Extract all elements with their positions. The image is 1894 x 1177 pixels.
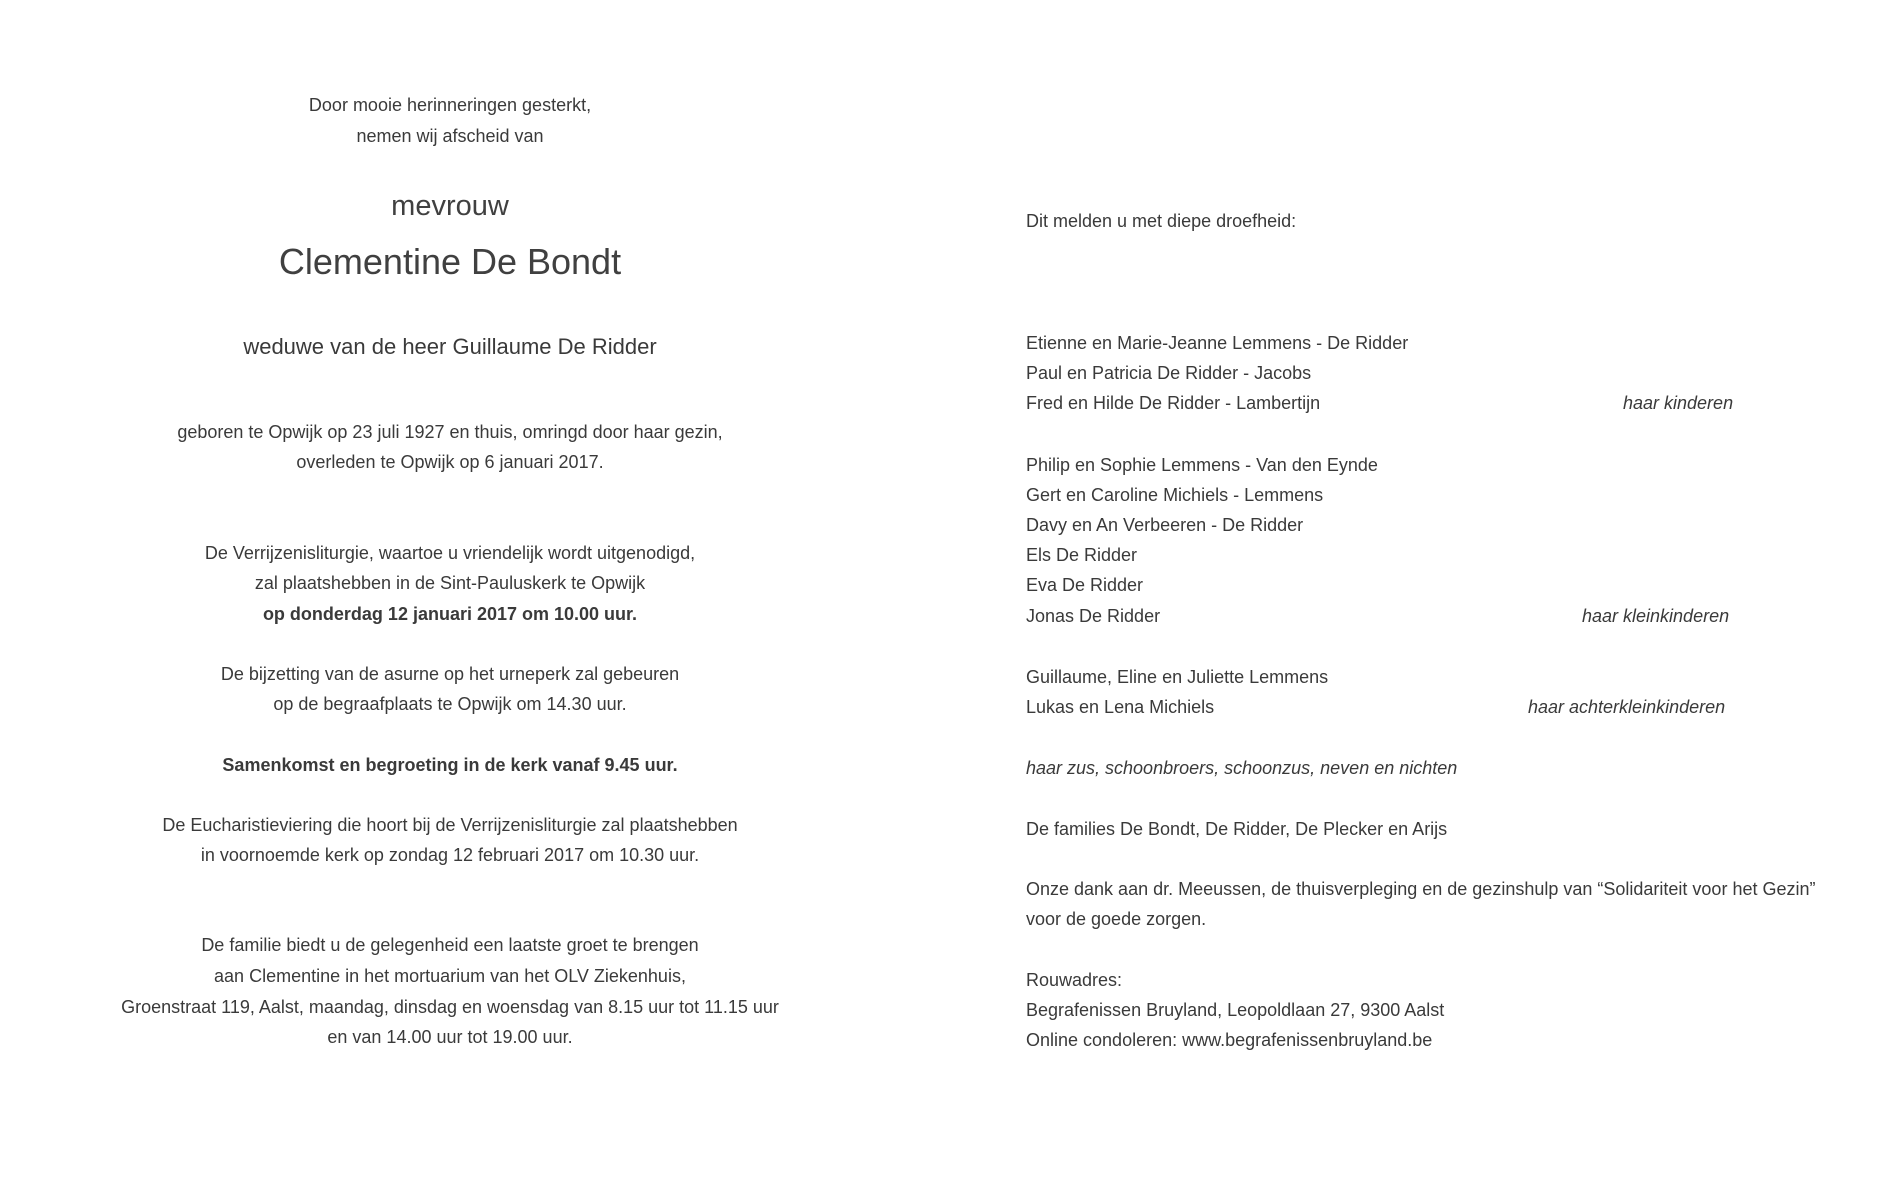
great-grandchildren-label: haar achterkleinkinderen xyxy=(1528,697,1726,717)
grandchild-3: Davy en An Verbeeren - De Ridder xyxy=(1026,515,1304,535)
widow-of: weduwe van de heer Guillaume De Ridder xyxy=(243,334,657,359)
child-1: Etienne en Marie-Jeanne Lemmens - De Ridder xyxy=(1026,333,1409,353)
grandchild-2: Gert en Caroline Michiels - Lemmens xyxy=(1026,485,1324,505)
thanks-line-2: voor de goede zorgen. xyxy=(1026,909,1207,929)
honorific: mevrouw xyxy=(391,190,509,222)
child-2: Paul en Patricia De Ridder - Jacobs xyxy=(1026,363,1312,383)
intro-line-2: nemen wij afscheid van xyxy=(356,126,544,146)
thanks-line-1: Onze dank aan dr. Meeussen, de thuisverpleging en de gezinshulp van “Solidariteit voor het Gezin” xyxy=(1026,879,1816,899)
visitation-line-1: De familie biedt u de gelegenheid een laatste groet te brengen xyxy=(201,935,699,955)
visitation-line-2: aan Clementine in het mortuarium van het OLV Ziekenhuis, xyxy=(214,966,686,986)
deceased-name: Clementine De Bondt xyxy=(278,241,622,282)
grandchild-1: Philip en Sophie Lemmens - Van den Eynde xyxy=(1026,455,1378,475)
grandchild-5: Eva De Ridder xyxy=(1026,575,1144,595)
grandchild-4: Els De Ridder xyxy=(1026,545,1138,565)
liturgy-date: op donderdag 12 januari 2017 om 10.00 uur. xyxy=(262,604,638,624)
visitation-line-3: Groenstraat 119, Aalst, maandag, dinsdag en woensdag van 8.15 uur tot 11.15 uur xyxy=(121,997,779,1017)
eucharist-line-1: De Eucharistieviering die hoort bij de Verrijzenisliturgie zal plaatshebben xyxy=(162,815,738,835)
burial-line-1: De bijzetting van de asurne op het urneperk zal gebeuren xyxy=(220,664,680,684)
grandchildren-label: haar kleinkinderen xyxy=(1582,606,1730,626)
intro-line-1: Door mooie herinneringen gesterkt, xyxy=(308,95,592,115)
liturgy-line-2: zal plaatshebben in de Sint-Pauluskerk te Opwijk xyxy=(254,573,646,593)
families: De families De Bondt, De Ridder, De Plecker en Arijs xyxy=(1026,819,1448,839)
children-label: haar kinderen xyxy=(1623,393,1734,413)
eucharist-line-2: in voornoemde kerk op zondag 12 februari 2017 om 10.30 uur. xyxy=(200,845,700,865)
child-3: Fred en Hilde De Ridder - Lambertijn xyxy=(1026,393,1321,413)
condolence-link[interactable]: Online condoleren: www.begrafenissenbruyland.be xyxy=(1026,1030,1433,1050)
address-line: Begrafenissen Bruyland, Leopoldlaan 27, 9300 Aalst xyxy=(1026,1000,1445,1020)
birth-line: geboren te Opwijk op 23 juli 1927 en thuis, omringd door haar gezin, xyxy=(177,422,723,442)
great-grandchild-2: Lukas en Lena Michiels xyxy=(1026,697,1215,717)
announcement: Dit melden u met diepe droefheid: xyxy=(1026,211,1297,231)
great-grandchild-1: Guillaume, Eline en Juliette Lemmens xyxy=(1026,667,1329,687)
relatives: haar zus, schoonbroers, schoonzus, neven en nichten xyxy=(1026,758,1458,778)
burial-line-2: op de begraafplaats te Opwijk om 14.30 uur. xyxy=(273,694,627,714)
liturgy-line-1: De Verrijzenisliturgie, waartoe u vriendelijk wordt uitgenodigd, xyxy=(204,543,696,563)
death-line: overleden te Opwijk op 6 januari 2017. xyxy=(296,452,604,472)
gathering: Samenkomst en begroeting in de kerk vanaf 9.45 uur. xyxy=(222,755,678,775)
grandchild-6: Jonas De Ridder xyxy=(1026,606,1161,626)
visitation-line-4: en van 14.00 uur tot 19.00 uur. xyxy=(327,1027,573,1047)
address-heading: Rouwadres: xyxy=(1026,970,1123,990)
